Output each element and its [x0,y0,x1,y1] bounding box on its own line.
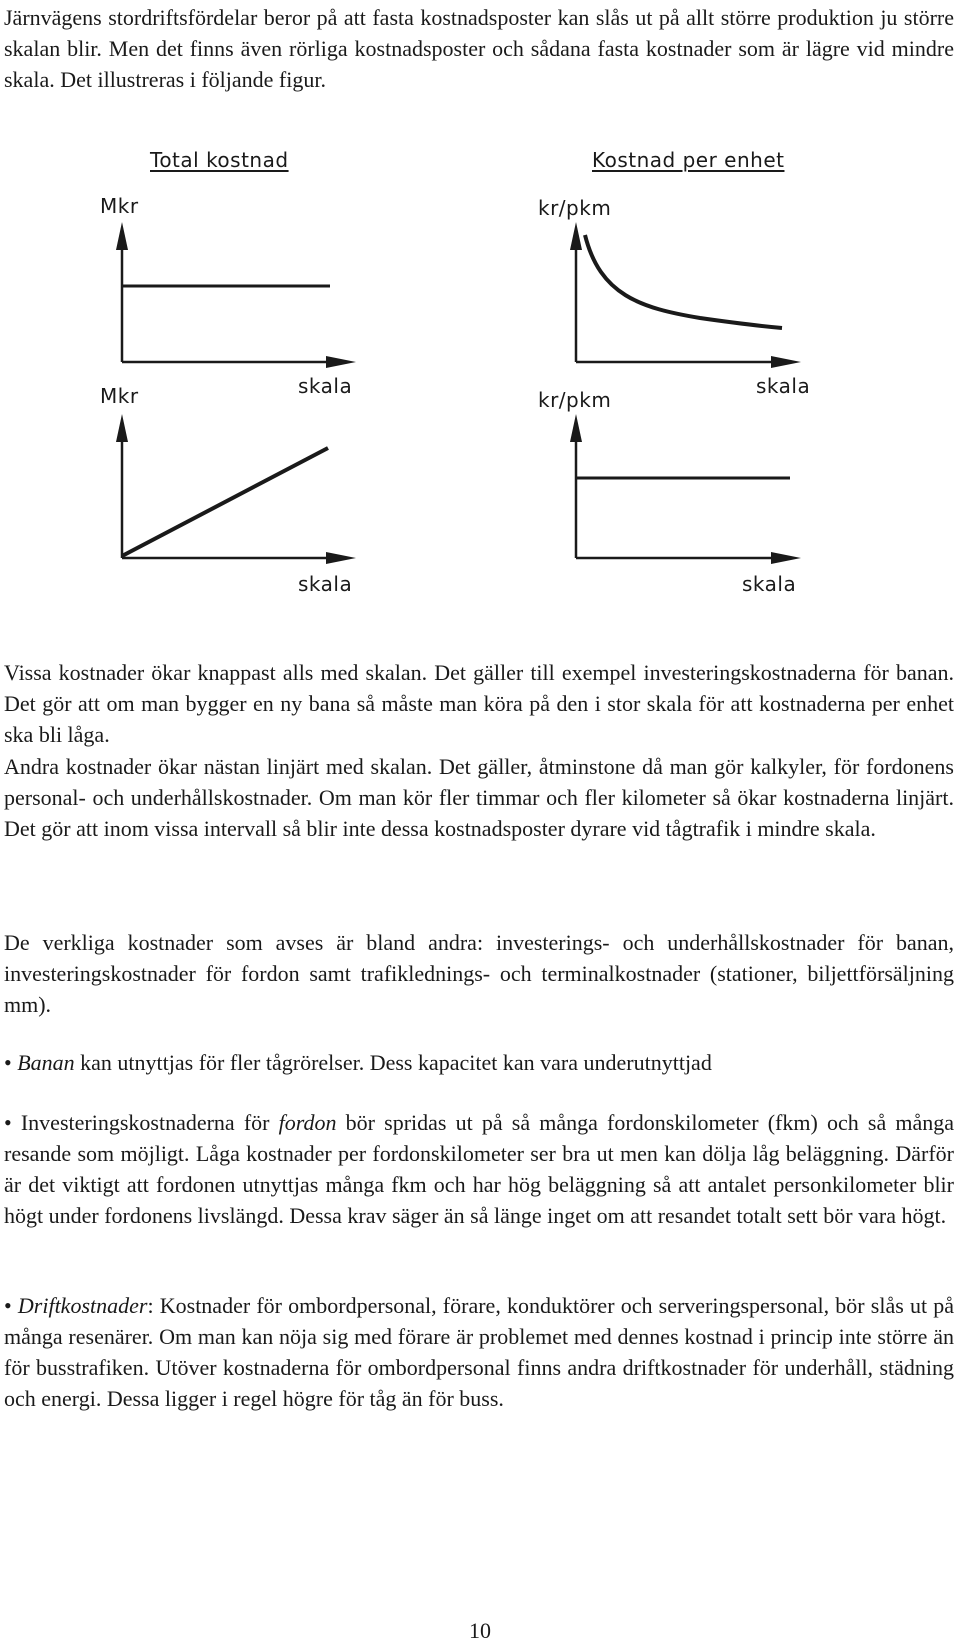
y-label-bottom-right: kr/pkm [538,388,612,412]
y-axis-arrow [116,414,128,442]
bullet-icon: • [4,1050,18,1075]
y-label-top-left: Mkr [100,194,139,218]
bullet-text: : Kostnader för ombordpersonal, förare, konduktörer och serveringspersonal, bör slås ut på många resenärer. Om man kan nöja sig med förare är problemet med dennes kostnad i princip inte större än för busstrafiken. Utöver kostnaderna för ombordpersonal finns andra driftkostnader för underhåll, städning och energi. Dessa ligger i regel högre för tåg än för buss. [4,1293,955,1411]
page-number: 10 [469,1618,491,1643]
intro-paragraph: Järnvägens stordriftsfördelar beror på att fasta kostnadsposter kan slås ut på allt större produktion ju större skalan blir. Men det finns även rörliga kostnadsposter och sådana fasta kostnader som är lägre vid mindre skala. Det illustreras i följande figur. [4,5,954,92]
y-label-top-right: kr/pkm [538,196,612,220]
cost-figure [0,130,960,630]
x-label-bottom-left: skala [298,572,353,596]
x-label-top-right: skala [756,374,811,398]
x-axis-arrow [326,552,356,564]
cost-curve [585,235,782,328]
cost-line [122,448,328,556]
bullet-prefix: Investeringskostnaderna för [20,1110,279,1135]
term-banan: Banan [17,1050,75,1075]
paragraph-2: Andra kostnader ökar nästan linjärt med skalan. Det gäller, åtminstone då man gör kalkyler, för fordonens personal- och underhållskostnader. Om man kör fler timmar och fler kilometer så ökar kostnaderna linjärt. Det gör att inom vissa intervall så blir inte dessa kostnadsposter dyrare vid tågtrafik i mindre skala. [4,754,954,841]
y-label-bottom-left: Mkr [100,384,139,408]
bullet-text: bör spridas ut på så många fordonskilometer (fkm) och så många resande som möjligt. Låga kostnader per fordonskilometer ser bra ut men kan dölja låg beläggning. Därför är det viktigt att fordonen utnyttjas många fkm och har hög beläggning så att antalet personkilometer blir högt under fordonens livslängd. Dessa krav säger än så länge inget om att resandet totalt sett bör vara högt. [4,1110,954,1228]
paragraph-3: De verkliga kostnader som avses är bland andra: investerings- och underhållskostnader för banan, investeringskostnader för fordon samt trafiklednings- och terminalkostnader (stationer, biljettförsäljning mm). [4,930,954,1017]
chart-unit-decreasing [570,222,801,368]
cost-diagram [0,130,960,630]
chart-total-fixed [116,222,356,368]
bullet-text: kan utnyttjas för fler tågrörelser. Dess kapacitet kan vara underutnyttjad [74,1050,712,1075]
y-axis-arrow [116,222,128,250]
x-label-top-left: skala [298,374,353,398]
header-unit-cost: Kostnad per enhet [592,148,785,172]
chart-total-linear [116,414,356,564]
header-total-cost: Total kostnad [150,148,289,172]
bullet-banan [4,1047,954,1078]
paragraph-1: Vissa kostnader ökar knappast alls med skalan. Det gäller till exempel investeringskostnaderna för banan. Det gör att om man bygger en ny bana så måste man köra på den i stor skala för att kostnaderna per enhet ska bli låga. [4,660,954,747]
y-axis-arrow [570,222,582,250]
x-axis-arrow [771,356,801,368]
bullet-icon: • [4,1293,18,1318]
x-axis-arrow [326,356,356,368]
bullet-fordon [4,1107,954,1231]
x-label-bottom-right: skala [742,572,797,596]
bullet-icon: • [4,1110,21,1135]
term-fordon: fordon [278,1110,337,1135]
y-axis-arrow [570,414,582,442]
bullet-driftkostnader [4,1290,954,1414]
term-driftkostnader: Driftkostnader [17,1293,148,1318]
x-axis-arrow [771,552,801,564]
chart-unit-constant [570,414,801,564]
